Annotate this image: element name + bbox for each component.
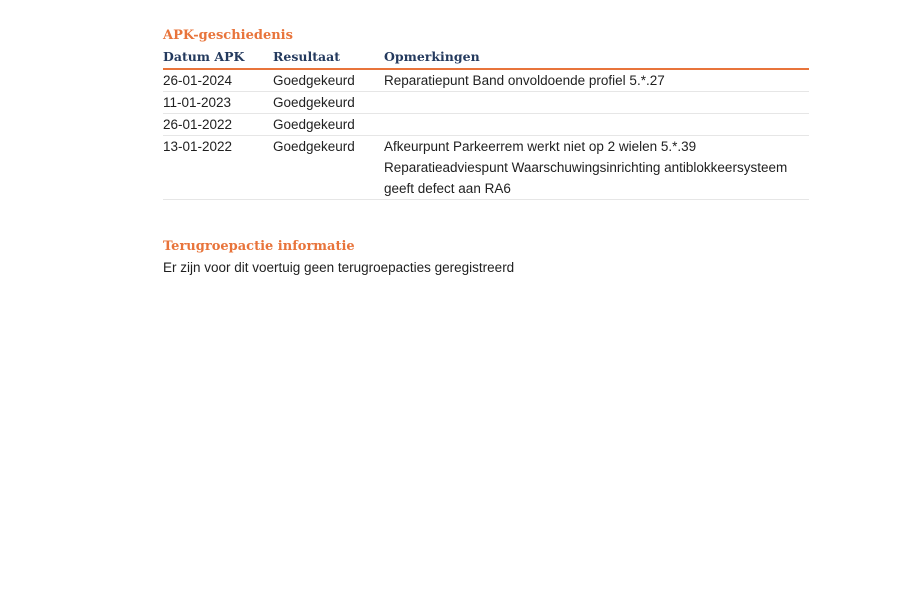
table-row — [163, 136, 809, 200]
table-header-row — [163, 46, 809, 69]
table-row — [163, 114, 809, 136]
table-row — [163, 69, 809, 92]
column-header-remarks: Opmerkingen — [384, 46, 809, 69]
apk-history-table — [163, 46, 809, 200]
remark-line: geeft defect aan RA6 — [384, 181, 511, 196]
remark-line: Reparatieadviespunt Waarschuwingsinrichting antiblokkeersysteem — [384, 160, 788, 175]
column-header-date: Datum APK — [163, 46, 273, 69]
document-page — [163, 26, 809, 278]
recall-section — [163, 237, 809, 278]
table-row — [163, 92, 809, 114]
apk-history-title: APK-geschiedenis — [163, 28, 293, 43]
cell-result: Goedgekeurd — [273, 114, 384, 136]
remark-line: Reparatiepunt Band onvoldoende profiel 5.*.27 — [384, 73, 665, 88]
cell-remarks — [384, 136, 809, 200]
cell-date: 26-01-2022 — [163, 114, 273, 136]
remark-line: Afkeurpunt Parkeerrem werkt niet op 2 wielen 5.*.39 — [384, 139, 697, 154]
recall-text: Er zijn voor dit voertuig geen terugroepacties geregistreerd — [163, 260, 515, 275]
cell-remarks — [384, 69, 809, 92]
cell-result: Goedgekeurd — [273, 69, 384, 92]
cell-remarks — [384, 92, 809, 114]
cell-date: 13-01-2022 — [163, 136, 273, 200]
column-header-result: Resultaat — [273, 46, 384, 69]
cell-remarks — [384, 114, 809, 136]
cell-result: Goedgekeurd — [273, 136, 384, 200]
cell-date: 26-01-2024 — [163, 69, 273, 92]
cell-date: 11-01-2023 — [163, 92, 273, 114]
recall-title: Terugroepactie informatie — [163, 239, 355, 254]
cell-result: Goedgekeurd — [273, 92, 384, 114]
